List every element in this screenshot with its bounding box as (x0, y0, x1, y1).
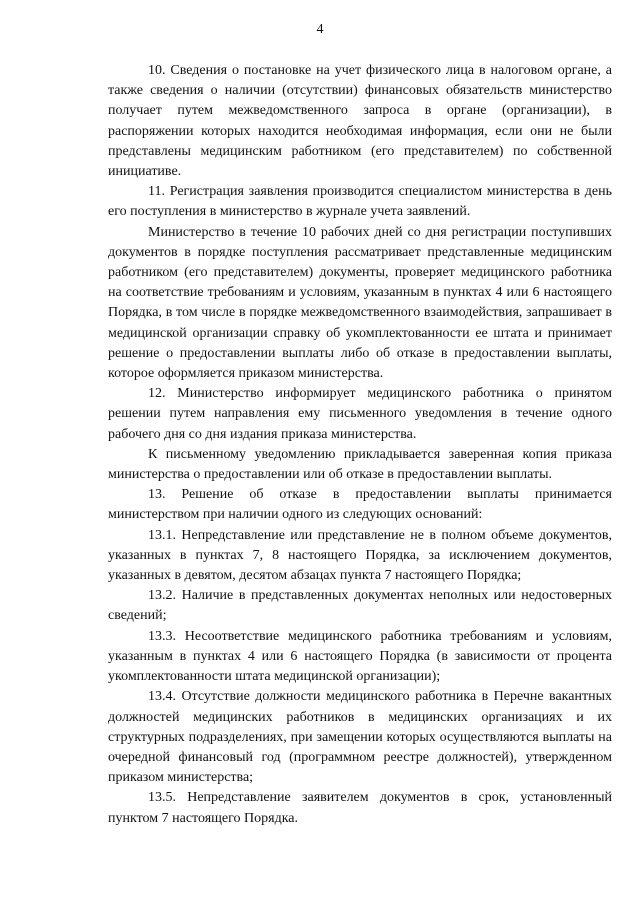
paragraph-13-5: 13.5. Непредставление заявителем документов в срок, установленный пунктом 7 настоящего Порядка. (108, 790, 612, 826)
paragraph-13-3: 13.3. Несоответствие медицинского работника требованиям и условиям, указанным в пунктах 4 или 6 настоящего Порядка (в зависимости от процента укомплектованности штата медицинской организации); (108, 628, 612, 685)
paragraph-13-4: 13.4. Отсутствие должности медицинского работника в Перечне вакантных должностей медицинских работников в медицинских организациях и их структурных подразделениях, при замещении которых осуществляются выплаты на очередной финансовый год (программном реестре должностей), утвержденном приказом министерства; (108, 689, 612, 786)
paragraph-13-1: 13.1. Непредставление или представление не в полном объеме документов, указанных в пунктах 7, 8 настоящего Порядка, за исключением документов, указанных в девятом, десятом абзацах пункта 7 настоящего Порядка; (108, 527, 612, 584)
paragraph-10: 10. Сведения о постановке на учет физического лица в налоговом органе, а также сведения о наличии (отсутствии) финансовых обязательств министерство получает путем межведомственного запроса в органе (организации), в распоряжении которых находится необходимая информация, если они не были представлены медицинским работником (его представителем) по собственной инициативе. (108, 63, 612, 180)
paragraph-13: 13. Решение об отказе в предоставлении выплаты принимается министерством при наличии одного из следующих оснований: (108, 487, 612, 523)
paragraph-13-2: 13.2. Наличие в представленных документах неполных или недостоверных сведений; (108, 588, 612, 624)
paragraph-11-review: Министерство в течение 10 рабочих дней со дня регистрации поступивших документов в порядке поступления рассматривает представленные медицинским работником (его представителем) документы, проверяет медицинского работника на соответствие требованиям и условиям, указанным в пунктах 4 или 6 настоящего Порядка, в том числе в порядке межведомственного взаимодействия, запрашивает в медицинской организации справку об укомплектованности ее штата и принимает решение о предоставлении выплаты либо об отказе в предоставлении выплаты, которое оформляется приказом министерства. (108, 224, 612, 382)
page-number: 4 (316, 22, 324, 37)
paragraph-11: 11. Регистрация заявления производится специалистом министерства в день его поступления в министерство в журнале учета заявлений. (108, 184, 612, 220)
paragraph-12: 12. Министерство информирует медицинского работника о принятом решении путем направления ему письменного уведомления в течение одного рабочего дня со дня издания приказа министерства. (108, 386, 612, 442)
paragraph-12-attachment: К письменному уведомлению прикладывается заверенная копия приказа министерства о предоставлении или об отказе в предоставлении выплаты. (108, 446, 612, 483)
document-body (108, 61, 612, 829)
